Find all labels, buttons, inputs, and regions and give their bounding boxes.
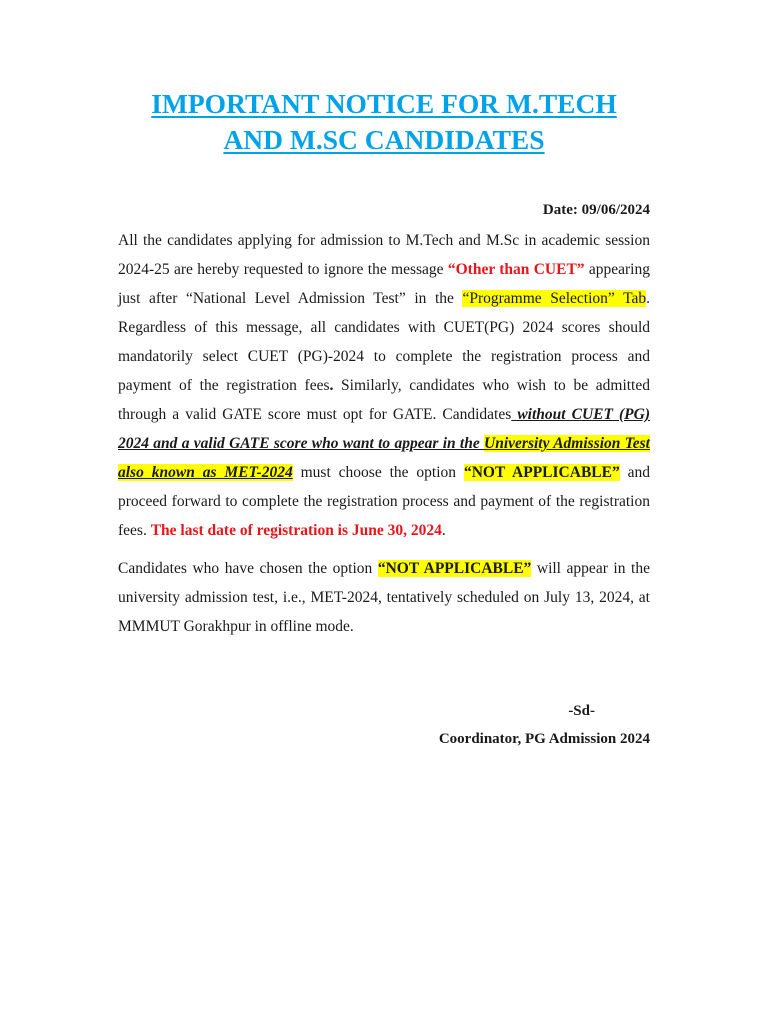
- p1-without-cuet: without CUET (PG) 2024 and a valid GATE score who want to appear in the: [118, 406, 650, 452]
- notice-paragraph-2: [118, 554, 650, 641]
- p1-text-6: and proceed forward to complete the registration process and payment of the registration fees.: [118, 464, 650, 539]
- p1-last-date: The last date of registration is June 30, 2024: [150, 522, 442, 539]
- p1-programme-selection-tab: “Programme Selection” Tab: [462, 290, 647, 307]
- p1-text-1: All the candidates applying for admission to M.Tech and M.Sc in academic session 2024-25 are hereby requested to ignore the message: [118, 232, 650, 278]
- p1-text-2: appearing just after “National Level Admission Test” in the: [118, 261, 650, 307]
- p1-university-admission-test: University Admission Test also known as MET-2024: [118, 435, 650, 481]
- notice-paragraph-1: [118, 226, 650, 545]
- p1-not-applicable: “NOT APPLICABLE”: [463, 464, 620, 481]
- p1-text-7: .: [441, 522, 446, 539]
- p1-text-3: . Regardless of this message, all candidates with CUET(PG) 2024 scores should mandatorily select CUET (PG)-2024 to complete the registration process and payment of the registration fees: [118, 290, 650, 394]
- notice-title-line-2: AND M.SC CANDIDATES: [223, 124, 545, 155]
- signature-mark: -Sd-: [568, 703, 595, 719]
- notice-title: [118, 86, 650, 158]
- signatory-name: Coordinator, PG Admission 2024: [438, 731, 650, 747]
- p2-text-1: Candidates who have chosen the option: [118, 560, 378, 577]
- p2-not-applicable: “NOT APPLICABLE”: [377, 560, 532, 577]
- p1-bold-period: .: [329, 377, 334, 394]
- notice-date: Date: 09/06/2024: [542, 202, 650, 218]
- p1-text-5: must choose the option: [292, 464, 464, 481]
- p2-text-2: will appear in the university admission test, i.e., MET-2024, tentatively scheduled on July 13, 2024, at MMMUT Gorakhpur in offline mode.: [118, 560, 650, 635]
- notice-title-line-1: IMPORTANT NOTICE FOR M.TECH: [151, 88, 617, 119]
- p1-other-than-cuet: “Other than CUET”: [447, 261, 585, 278]
- p1-text-4: Similarly, candidates who wish to be admitted through a valid GATE score must opt for GATE. Candidates: [118, 377, 650, 423]
- notice-document: [118, 86, 650, 749]
